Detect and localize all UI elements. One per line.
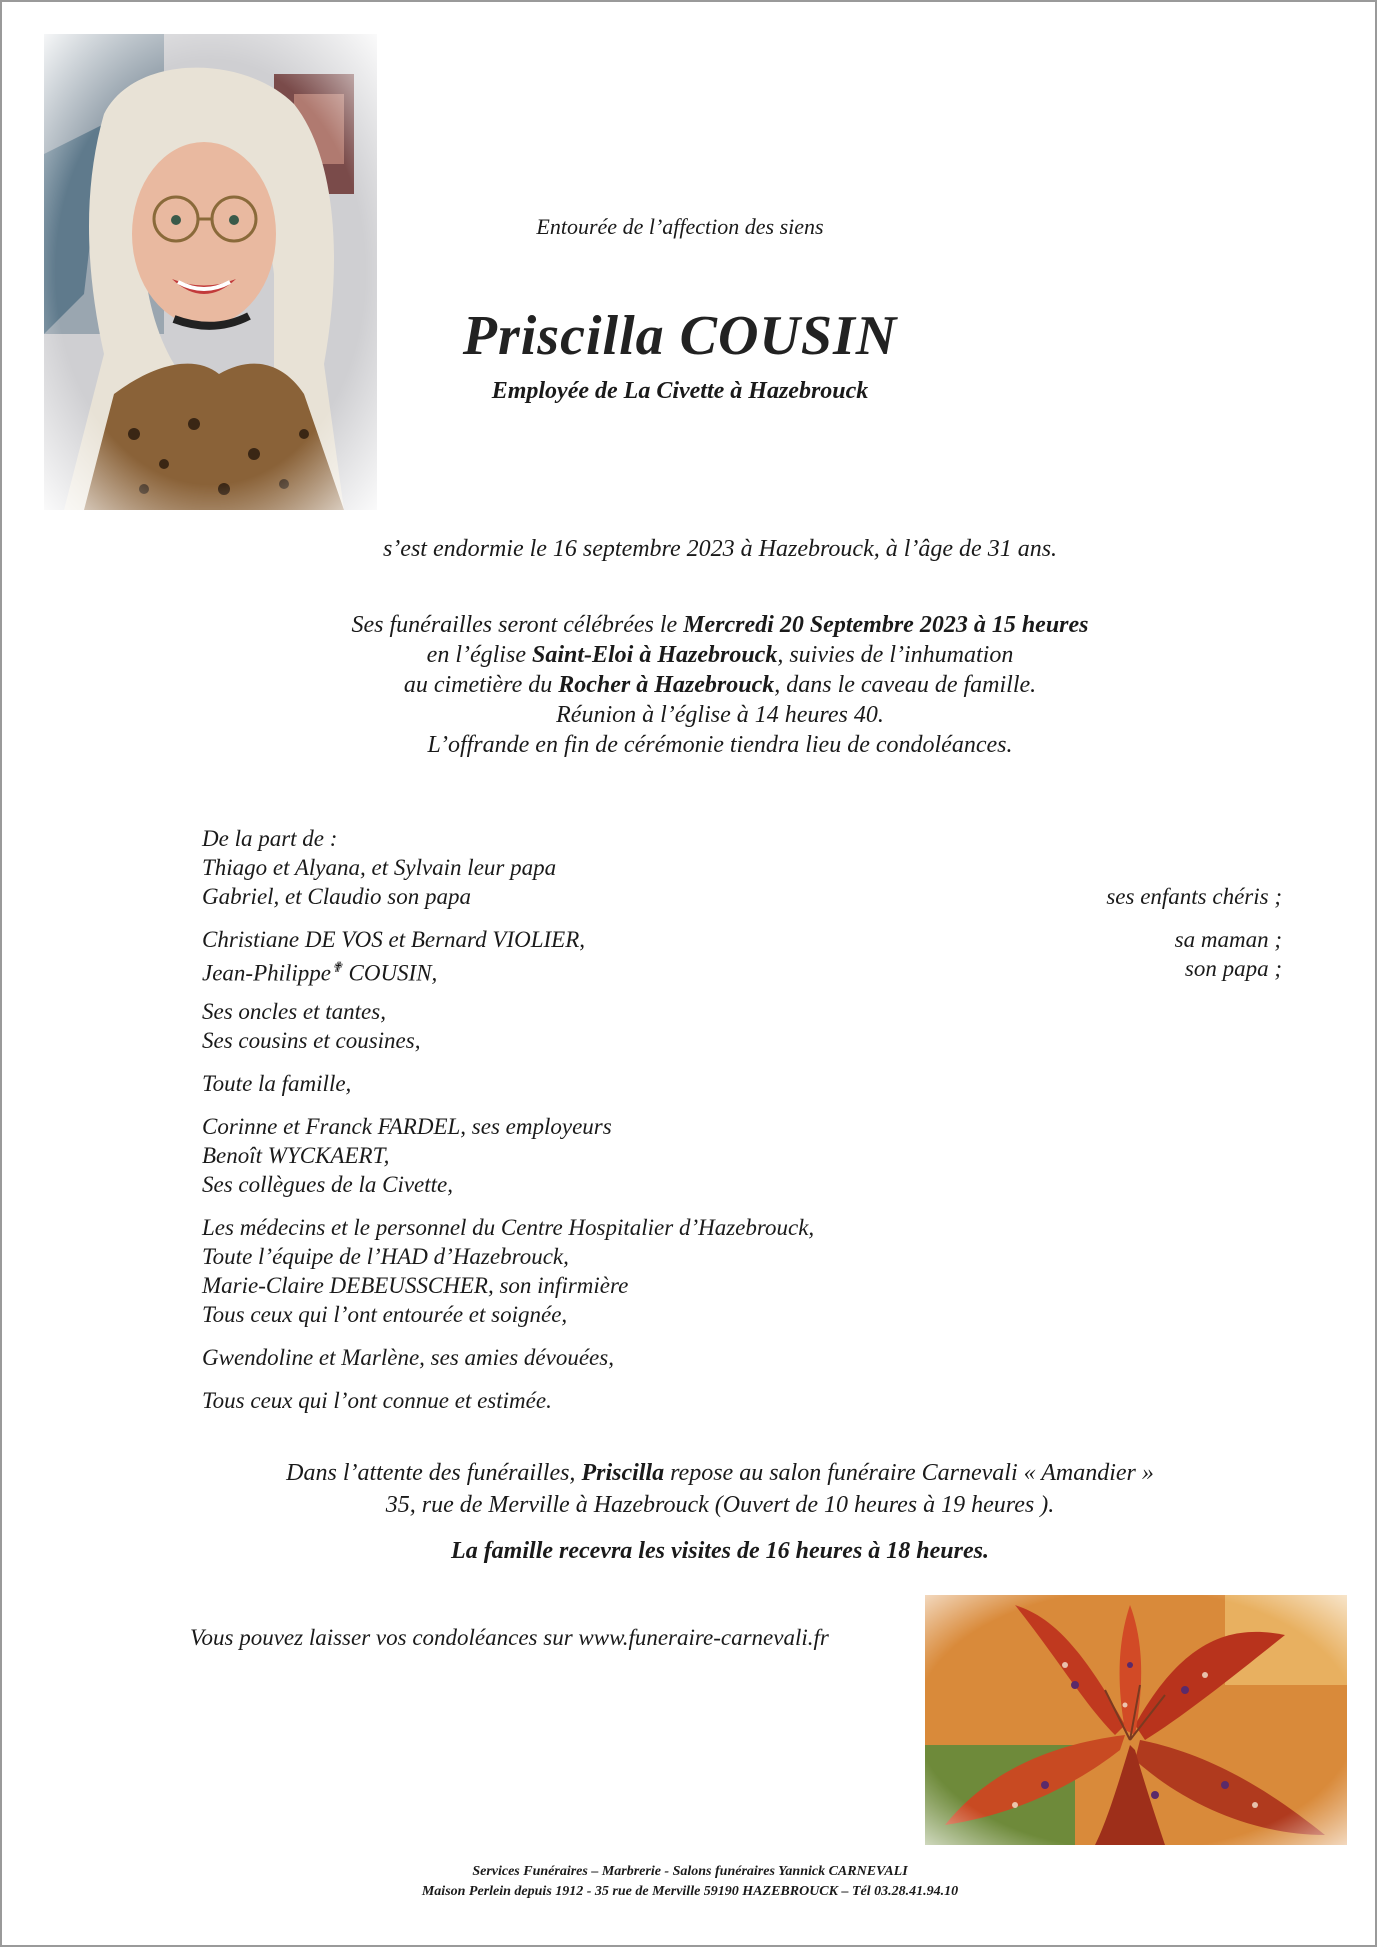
family-uncles: Ses oncles et tantes, [202,999,386,1024]
salon-line-1 [200,1457,1240,1489]
family-all: Toute la famille, [202,1071,352,1096]
intro-line: Entourée de l’affection des siens [536,214,824,239]
funeral-line-4: Réunion à l’église à 14 heures 40. [556,702,884,728]
funeral-line-5: L’offrande en fin de cérémonie tiendra lieu de condoléances. [427,732,1013,758]
family-children-2 [202,882,1282,911]
family-friends: Gwendoline et Marlène, ses amies dévouées, [202,1345,614,1370]
father-role: son papa ; [1184,956,1282,981]
occupation: Employée de La Civette à Hazebrouck [491,378,869,404]
funeral-text: au cimetière du [403,672,559,698]
footer-line-2: Maison Perlein depuis 1912 - 35 rue de Merville 59190 HAZEBROUCK – Tél 03.28.41.94.10 [421,1884,959,1899]
family-benoit: Benoît WYCKAERT, [202,1143,390,1168]
children-role: ses enfants chéris ; [1106,884,1282,909]
funeral-details [200,610,1240,760]
salon-text: repose au salon funéraire Carnevali « Amandier » [664,1460,1154,1486]
death-notice: s’est endormie le 16 septembre 2023 à Hazebrouck, à l’âge de 31 ans. [382,536,1058,562]
lily-flower-image [925,1595,1347,1845]
family-list [202,824,1282,1415]
footer [300,1862,1080,1902]
deceased-cross-icon: ✟ [331,961,343,976]
mother-role: sa maman ; [1174,927,1282,952]
footer-line-1: Services Funéraires – Marbrerie - Salons funéraires Yannick CARNEVALI [472,1864,908,1879]
family-colleagues: Ses collègues de la Civette, [202,1172,454,1197]
family-nurse: Marie-Claire DEBEUSSCHER, son infirmière [202,1273,629,1298]
family-cousins: Ses cousins et cousines, [202,1028,421,1053]
deceased-name: Priscilla COUSIN [462,305,898,367]
salon-name-bold: Priscilla [581,1460,665,1486]
family-name-text: Christiane DE VOS et Bernard VIOLIER, [202,927,586,952]
salon-line-2: 35, rue de Merville à Hazebrouck (Ouvert de 10 heures à 19 heures ). [385,1492,1055,1518]
family-children-1: Thiago et Alyana, et Sylvain leur papa [202,855,557,880]
family-employers: Corinne et Franck FARDEL, ses employeurs [202,1114,612,1139]
funeral-text: en l’église [426,642,532,668]
family-intro: De la part de : [202,826,338,851]
funeral-line-2 [200,640,1240,670]
family-name-text: COUSIN, [342,960,438,986]
funeral-line-3 [200,670,1240,700]
funeral-text: Ses funérailles seront célébrées le [351,612,684,638]
funeral-text: , dans le caveau de famille. [774,672,1037,698]
family-carers: Tous ceux qui l’ont entourée et soignée, [202,1302,568,1327]
funeral-text: , suivies de l’inhumation [777,642,1014,668]
salon-info [200,1457,1240,1521]
visits-info: La famille recevra les visites de 16 heures à 18 heures. [451,1538,989,1564]
family-mother [202,925,1282,954]
family-all-known: Tous ceux qui l’ont connue et estimée. [202,1388,552,1413]
funeral-line-1 [200,610,1240,640]
family-hospital: Les médecins et le personnel du Centre Hospitalier d’Hazebrouck, [202,1215,815,1240]
cemetery-name: Rocher à Hazebrouck [558,672,775,698]
condolences-line: Vous pouvez laisser vos condoléances sur www.funeraire-carnevali.fr [190,1625,829,1650]
family-had: Toute l’équipe de l’HAD d’Hazebrouck, [202,1244,569,1269]
church-name: Saint-Eloi à Hazebrouck [531,642,778,668]
family-name-text: Gabriel, et Claudio son papa [202,884,471,909]
salon-text: Dans l’attente des funérailles, [286,1460,582,1486]
family-name-text: Jean-Philippe [202,960,332,986]
funeral-date: Mercredi 20 Septembre 2023 à 15 heures [683,612,1089,638]
portrait-photo [44,34,377,510]
family-father [202,954,1282,986]
